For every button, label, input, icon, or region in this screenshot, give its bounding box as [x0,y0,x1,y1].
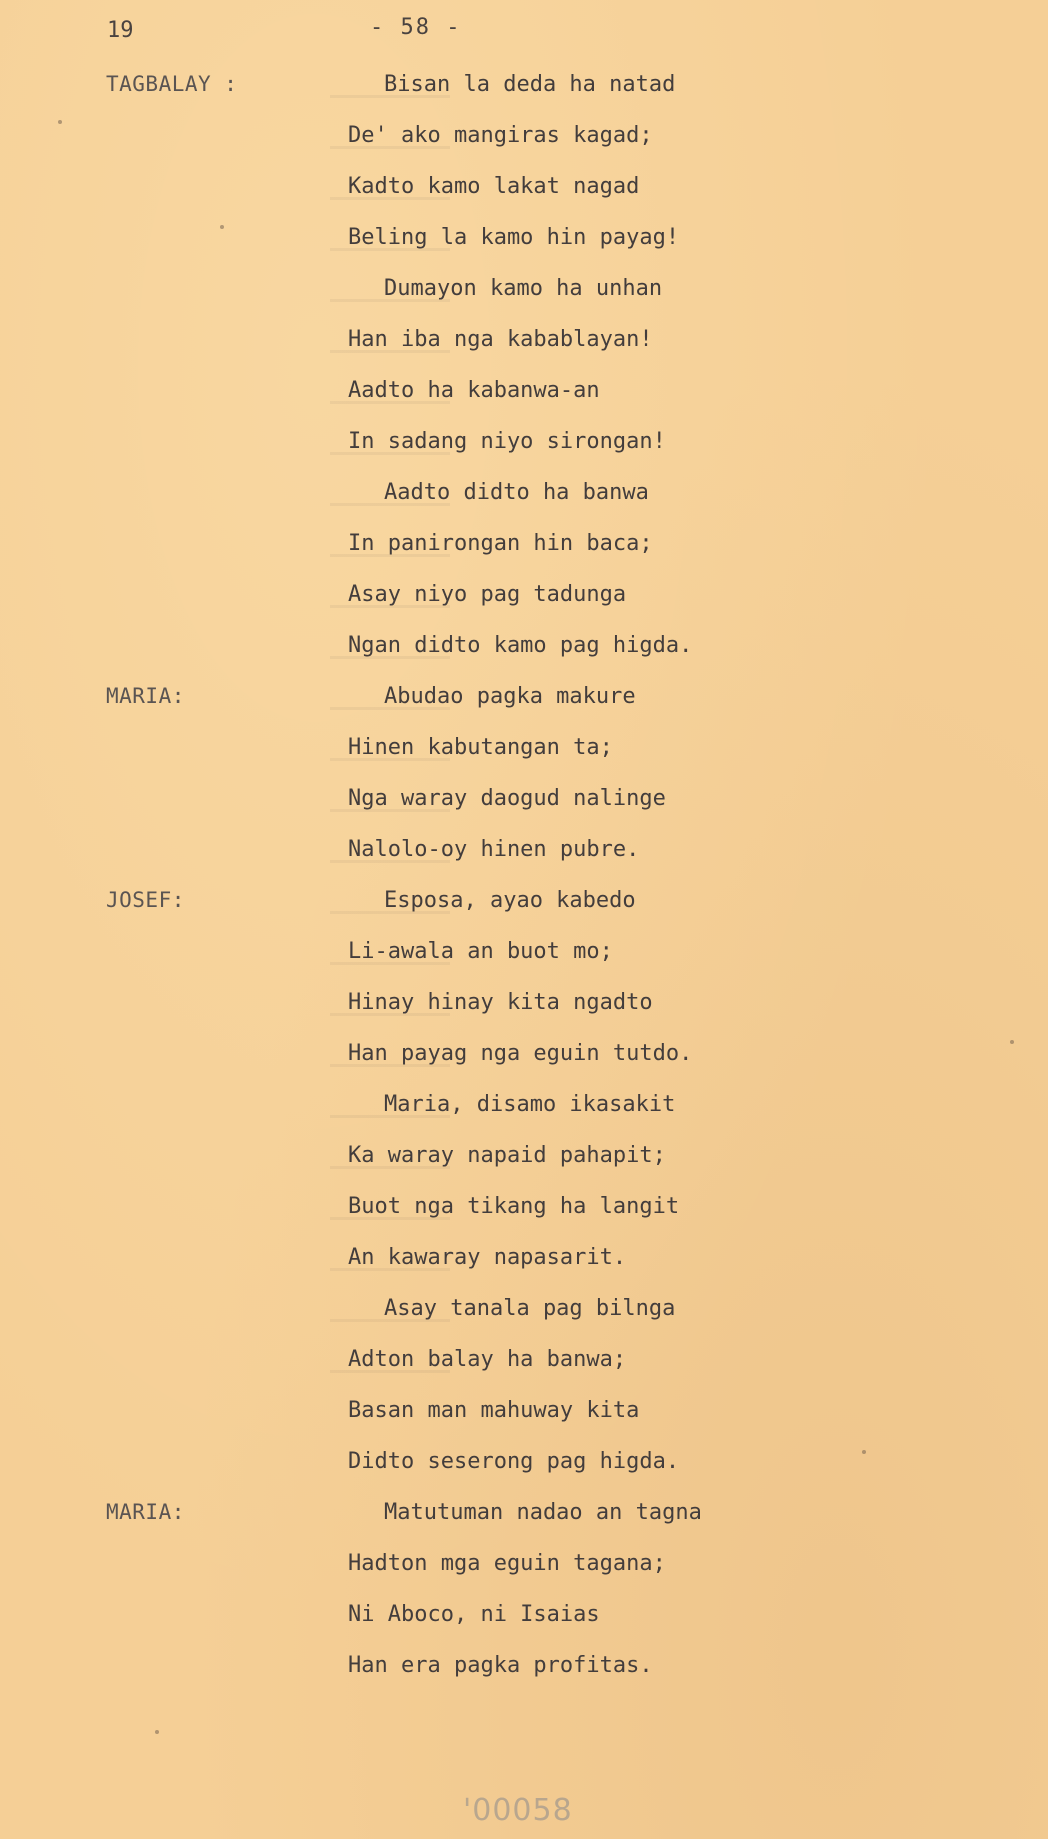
verse-line: Beling la kamo hin payag! [348,225,680,250]
verse-line: In panirongan hin baca; [348,531,653,556]
verse-line: Li-awala an buot mo; [348,939,613,964]
verse-line: Nga waray daogud nalinge [348,786,666,811]
verse-line: Aadto didto ha banwa [384,480,649,505]
paper-speck [220,225,224,229]
verse-line: De' ako mangiras kagad; [348,123,653,148]
verse-line: Buot nga tikang ha langit [348,1194,680,1219]
page-marker: - 58 - [370,15,462,40]
paper-speck [155,1730,159,1734]
verse-line: Hinay hinay kita ngadto [348,990,653,1015]
verse-line: Aadto ha kabanwa-an [348,378,600,403]
speaker-label: JOSEF: [106,888,185,912]
paper-speck [58,120,62,124]
verse-line: Maria, disamo ikasakit [384,1092,676,1117]
speaker-label: TAGBALAY : [106,72,238,96]
verse-line: Hinen kabutangan ta; [348,735,613,760]
verse-line: An kawaray napasarit. [348,1245,627,1270]
verse-line: Dumayon kamo ha unhan [384,276,663,301]
verse-line: Bisan la deda ha natad [384,72,676,97]
speaker-label: MARIA: [106,1500,185,1524]
verse-line: Han iba nga kabablayan! [348,327,653,352]
verse-line: Han era pagka profitas. [348,1653,653,1678]
paper-speck [862,1450,866,1454]
verse-line: Matutuman nadao an tagna [384,1500,702,1525]
verse-line: In sadang niyo sirongan! [348,429,666,454]
page-number: 19 [107,18,134,43]
verse-line: Han payag nga eguin tutdo. [348,1041,693,1066]
verse-line: Basan man mahuway kita [348,1398,640,1423]
verse-line: Didto seserong pag higda. [348,1449,680,1474]
verse-line: Asay niyo pag tadunga [348,582,627,607]
speaker-label: MARIA: [106,684,185,708]
verse-line: Abudao pagka makure [384,684,636,709]
verse-line: Ni Aboco, ni Isaias [348,1602,600,1627]
verse-line: Asay tanala pag bilnga [384,1296,676,1321]
verse-line: Kadto kamo lakat nagad [348,174,640,199]
verse-line: Ka waray napaid pahapit; [348,1143,666,1168]
verse-line: Adton balay ha banwa; [348,1347,627,1372]
verse-line: Ngan didto kamo pag higda. [348,633,693,658]
verse-line: Nalolo-oy hinen pubre. [348,837,640,862]
verse-line: Hadton mga eguin tagana; [348,1551,666,1576]
verse-line: Esposa, ayao kabedo [384,888,636,913]
archive-stamp: '00058 [463,1793,573,1828]
paper-speck [1010,1040,1014,1044]
